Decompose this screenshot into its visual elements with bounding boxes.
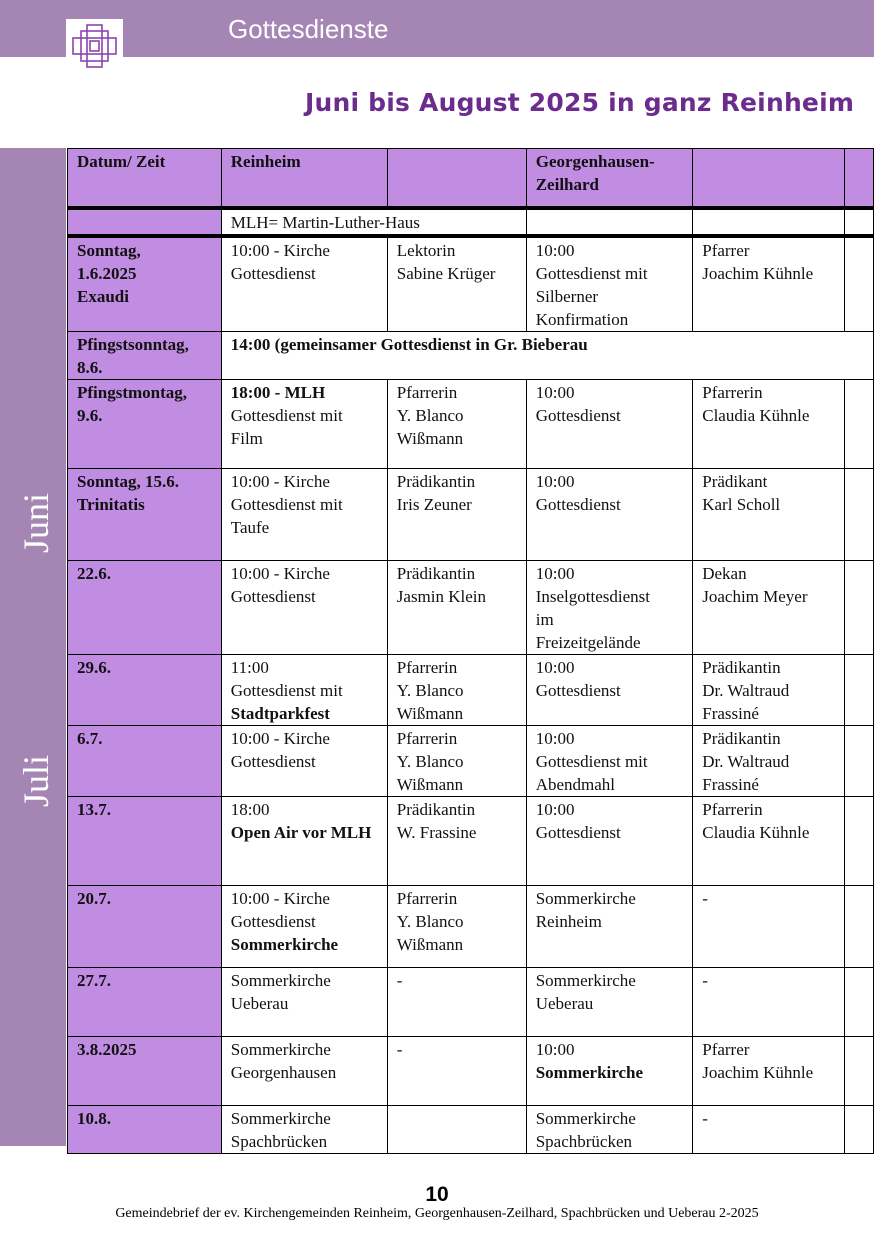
date-cell: Pfingstsonntag, 8.6. (68, 331, 222, 379)
header-band (0, 0, 874, 57)
date-cell: Sonntag, 15.6. Trinitatis (68, 468, 222, 560)
reinheim-person: Pfarrerin Y. Blanco Wißmann (387, 885, 526, 967)
date-cell: 22.6. (68, 560, 222, 654)
reinheim-event: 18:00 Open Air vor MLH (221, 796, 387, 885)
legend-date-cell (68, 208, 222, 236)
date-cell: Pfingstmontag, 9.6. (68, 379, 222, 468)
table-row (68, 725, 874, 796)
reinheim-event: 10:00 - Kirche Gottesdienst (221, 560, 387, 654)
page-number: 10 (425, 1183, 449, 1206)
reinheim-person: Prädikantin W. Frassine (387, 796, 526, 885)
header-date: Datum/ Zeit (68, 149, 222, 208)
extra-cell (844, 1036, 873, 1105)
georgen-event: 10:00 Gottesdienst (526, 654, 693, 725)
georgen-person: - (693, 885, 844, 967)
legend-empty (844, 208, 873, 236)
extra-cell (844, 796, 873, 885)
reinheim-person (387, 1105, 526, 1153)
schedule-table (67, 148, 874, 1154)
georgen-person: Pfarrerin Claudia Kühnle (693, 379, 844, 468)
legend-text: MLH= Martin-Luther-Haus (221, 208, 526, 236)
month-side-band (0, 148, 66, 1146)
legend-empty (526, 208, 693, 236)
georgen-person: - (693, 1105, 844, 1153)
header-extra (844, 149, 873, 208)
table-row (68, 1036, 874, 1105)
georgen-event: 10:00 Gottesdienst (526, 796, 693, 885)
date-cell: 6.7. (68, 725, 222, 796)
extra-cell (844, 560, 873, 654)
reinheim-event: 18:00 - MLH Gottesdienst mit Film (221, 379, 387, 468)
georgen-event: Sommerkirche Ueberau (526, 967, 693, 1036)
reinheim-person: Pfarrerin Y. Blanco Wißmann (387, 379, 526, 468)
cross-logo-icon (66, 19, 123, 73)
reinheim-event: Sommerkirche Georgenhausen (221, 1036, 387, 1105)
month-label-juli: Juli (16, 755, 56, 808)
table-row (68, 967, 874, 1036)
table-row (68, 560, 874, 654)
georgen-event: 10:00 Gottesdienst mit Abendmahl (526, 725, 693, 796)
reinheim-event: Sommerkirche Ueberau (221, 967, 387, 1036)
georgen-event: Sommerkirche Spachbrücken (526, 1105, 693, 1153)
georgen-event: 10:00 Inselgottesdienst im Freizeitgelände (526, 560, 693, 654)
footer-text: Gemeindebrief der ev. Kirchengemeinden Reinheim, Georgenhausen-Zeilhard, Spachbrücken und Ueberau 2-2025 (115, 1206, 759, 1221)
georgen-event: Sommerkirche Reinheim (526, 885, 693, 967)
date-cell: 10.8. (68, 1105, 222, 1153)
georgen-person: - (693, 967, 844, 1036)
reinheim-person: Pfarrerin Y. Blanco Wißmann (387, 725, 526, 796)
extra-cell (844, 468, 873, 560)
extra-cell (844, 725, 873, 796)
table-row (68, 331, 874, 379)
merged-event: 14:00 (gemeinsamer Gottesdienst in Gr. Bieberau (221, 331, 873, 379)
reinheim-person: Prädikantin Iris Zeuner (387, 468, 526, 560)
extra-cell (844, 236, 873, 332)
table-row (68, 236, 874, 332)
month-label-juni: Juni (16, 493, 56, 554)
reinheim-event: 10:00 - Kirche Gottesdienst (221, 725, 387, 796)
table-row (68, 796, 874, 885)
georgen-person: Pfarrer Joachim Kühnle (693, 1036, 844, 1105)
extra-cell (844, 967, 873, 1036)
reinheim-event: 11:00 Gottesdienst mit Stadtparkfest (221, 654, 387, 725)
reinheim-event: 10:00 - Kirche Gottesdienst Sommerkirche (221, 885, 387, 967)
header-georgen: Georgenhausen-Zeilhard (526, 149, 693, 208)
legend-row (68, 208, 874, 236)
georgen-person: Prädikantin Dr. Waltraud Frassiné (693, 725, 844, 796)
legend-empty (693, 208, 844, 236)
georgen-person: Prädikantin Dr. Waltraud Frassiné (693, 654, 844, 725)
header-georgen-person (693, 149, 844, 208)
date-cell: 27.7. (68, 967, 222, 1036)
table-row (68, 885, 874, 967)
georgen-person: Dekan Joachim Meyer (693, 560, 844, 654)
header-reinheim: Reinheim (221, 149, 387, 208)
georgen-event: 10:00 Sommerkirche (526, 1036, 693, 1105)
extra-cell (844, 379, 873, 468)
date-cell: 29.6. (68, 654, 222, 725)
extra-cell (844, 1105, 873, 1153)
reinheim-person: Pfarrerin Y. Blanco Wißmann (387, 654, 526, 725)
georgen-person: Prädikant Karl Scholl (693, 468, 844, 560)
header-reinheim-person (387, 149, 526, 208)
header-title: Gottesdienste (228, 14, 389, 44)
table-header-row (68, 149, 874, 208)
table-row (68, 654, 874, 725)
reinheim-person: Lektorin Sabine Krüger (387, 236, 526, 332)
extra-cell (844, 885, 873, 967)
table-row (68, 1105, 874, 1153)
date-cell: Sonntag, 1.6.2025 Exaudi (68, 236, 222, 332)
georgen-person: Pfarrerin Claudia Kühnle (693, 796, 844, 885)
table-row (68, 379, 874, 468)
reinheim-person: - (387, 967, 526, 1036)
extra-cell (844, 654, 873, 725)
georgen-event: 10:00 Gottesdienst (526, 468, 693, 560)
reinheim-event: 10:00 - Kirche Gottesdienst mit Taufe (221, 468, 387, 560)
date-cell: 3.8.2025 (68, 1036, 222, 1105)
georgen-person: Pfarrer Joachim Kühnle (693, 236, 844, 332)
page-subtitle: Juni bis August 2025 in ganz Reinheim (305, 88, 855, 117)
reinheim-person: Prädikantin Jasmin Klein (387, 560, 526, 654)
reinheim-event: 10:00 - Kirche Gottesdienst (221, 236, 387, 332)
georgen-event: 10:00 Gottesdienst mit Silberner Konfirmation (526, 236, 693, 332)
reinheim-person: - (387, 1036, 526, 1105)
date-cell: 13.7. (68, 796, 222, 885)
table-row (68, 468, 874, 560)
georgen-event: 10:00 Gottesdienst (526, 379, 693, 468)
reinheim-event: Sommerkirche Spachbrücken (221, 1105, 387, 1153)
date-cell: 20.7. (68, 885, 222, 967)
